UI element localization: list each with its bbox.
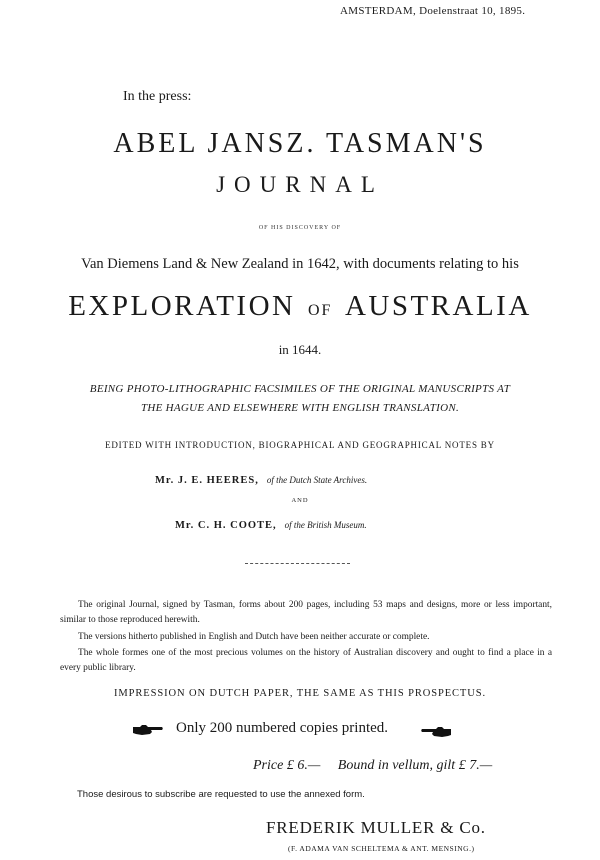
editor-1-name: Mr. J. E. HEERES,: [155, 475, 259, 486]
hand-left-icon: [420, 724, 452, 743]
hand-right-icon: [132, 722, 164, 741]
body-paragraph-3: The whole formes one of the most precious volumes on the history of Australian discovery and ought to find a place in a every public library.: [60, 648, 552, 673]
publisher-sub: (F. ADAMA VAN SCHELTEMA & ANT. MENSING.): [288, 844, 475, 853]
title-line-6: in 1644.: [278, 342, 322, 357]
editors-and: AND: [291, 497, 309, 504]
in-the-press: In the press:: [123, 89, 192, 104]
body-paragraph-2: The versions hitherto published in English and Dutch have been neither accurate or complete.: [78, 632, 430, 642]
body-paragraph-1: The original Journal, signed by Tasman, forms about 200 pages, including 53 maps and designs, more or less important, similar to those reproduced herewith.: [60, 600, 552, 625]
edited-line: EDITED WITH INTRODUCTION, BIOGRAPHICAL AND GEOGRAPHICAL NOTES BY: [105, 440, 495, 450]
subtitle-line-1: BEING PHOTO-LITHOGRAPHIC FACSIMILES OF THE ORIGINAL MANUSCRIPTS AT: [89, 383, 511, 395]
place-date: AMSTERDAM, Doelenstraat 10, 1895.: [340, 5, 526, 17]
publisher-name: FREDERIK MULLER & Co.: [266, 818, 486, 837]
title-exploration: EXPLORATION: [68, 290, 296, 322]
editor-2-name: Mr. C. H. COOTE,: [175, 520, 277, 531]
title-line-3: OF HIS DISCOVERY OF: [258, 225, 342, 231]
impression-line: IMPRESSION ON DUTCH PAPER, THE SAME AS THIS PROSPECTUS.: [114, 688, 486, 699]
title-of: OF: [307, 302, 333, 319]
title-line-2: JOURNAL: [216, 172, 384, 197]
title-line-4: Van Diemens Land & New Zealand in 1642, with documents relating to his: [81, 256, 519, 272]
editor-2: [175, 515, 367, 533]
title-australia: AUSTRALIA: [344, 290, 532, 322]
editor-1: [155, 470, 367, 488]
title-line-5: [0, 290, 600, 323]
copies-line: Only 200 numbered copies printed.: [176, 720, 389, 736]
price-label: Price £ 6.—: [253, 758, 321, 773]
editor-2-role: of the British Museum.: [284, 520, 367, 530]
price-line: [253, 758, 492, 774]
subtitle-line-2: THE HAGUE AND ELSEWHERE WITH ENGLISH TRANSLATION.: [140, 402, 460, 414]
title-line-1: ABEL JANSZ. TASMAN'S: [113, 128, 487, 159]
ornamental-rule: [245, 563, 350, 564]
editor-1-role: of the Dutch State Archives.: [266, 475, 368, 485]
price-bound: Bound in vellum, gilt £ 7.—: [337, 758, 493, 773]
subscribe-line: Those desirous to subscribe are requested to use the annexed form.: [77, 789, 365, 800]
